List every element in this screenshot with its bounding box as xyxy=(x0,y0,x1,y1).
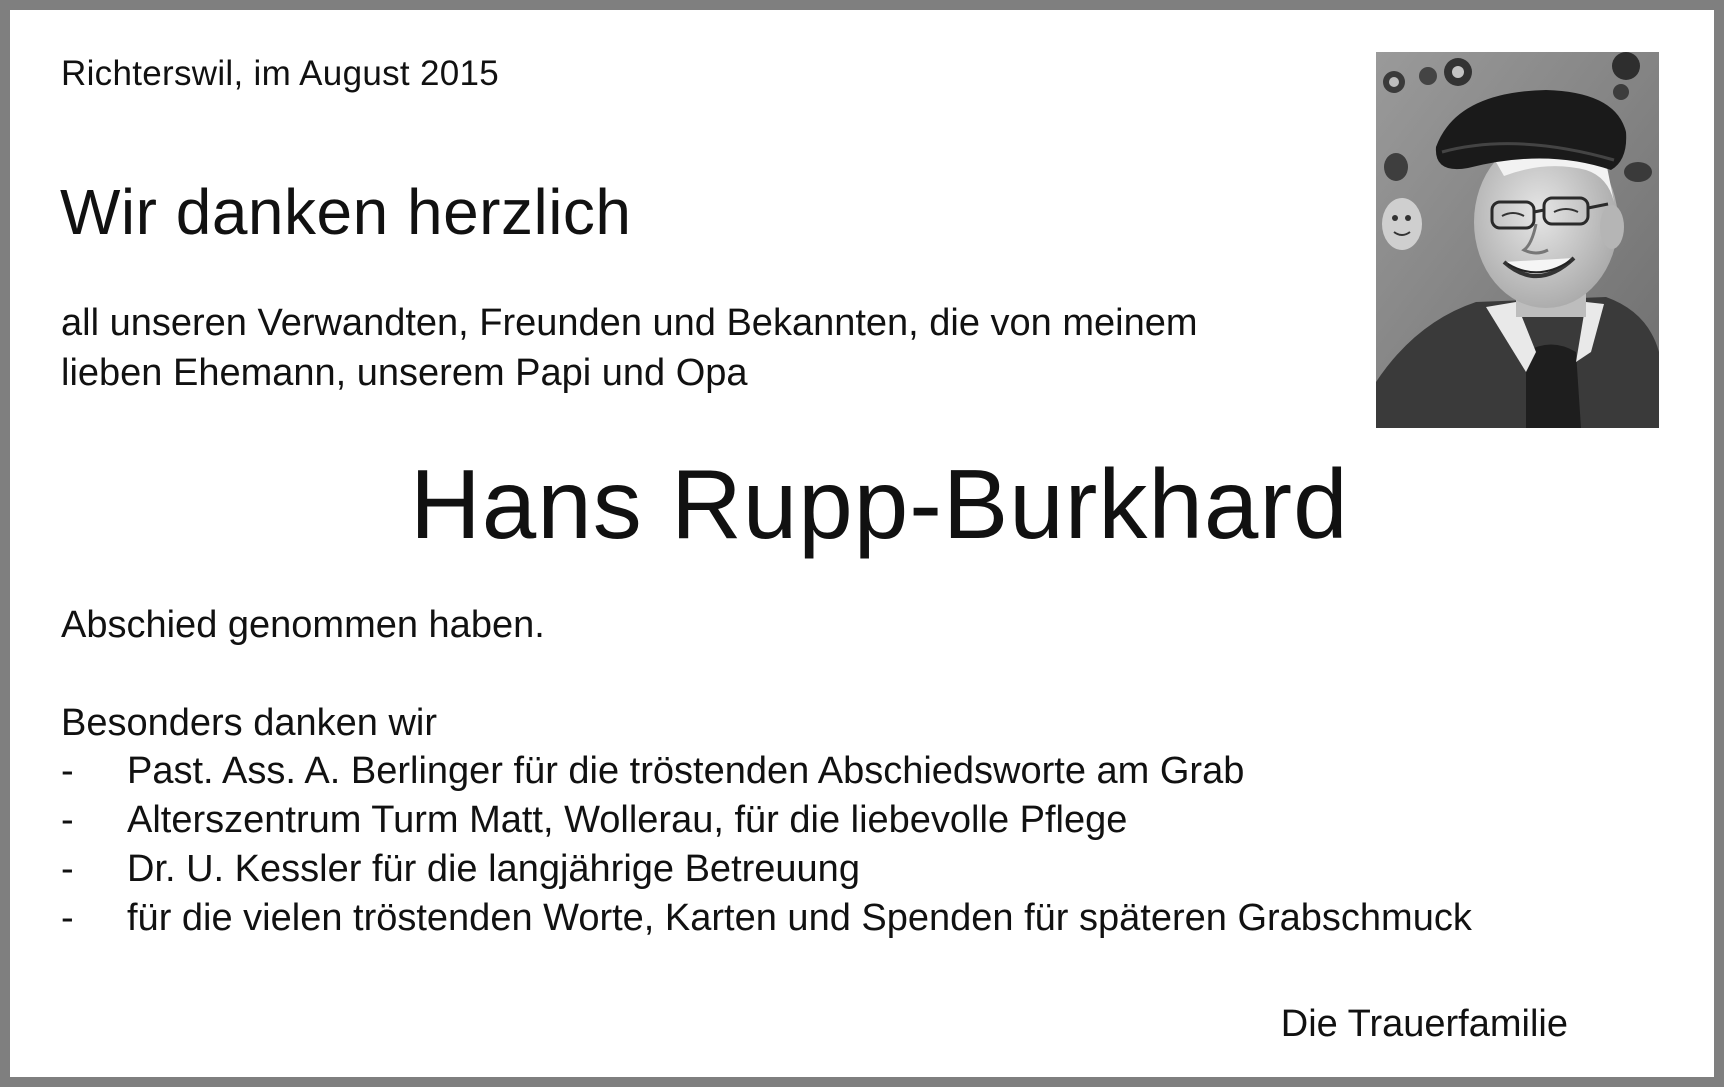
intro-line-1: all unseren Verwandten, Freunden und Bekannten, die von meinem xyxy=(61,302,1198,344)
farewell-line: Abschied genommen haben. xyxy=(61,604,545,646)
list-bullet: - xyxy=(61,897,74,939)
place-and-date: Richterswil, im August 2015 xyxy=(61,54,500,93)
thanks-item-text: Past. Ass. A. Berlinger für die tröstenden Abschiedsworte am Grab xyxy=(127,750,1245,792)
list-bullet: - xyxy=(61,848,74,890)
intro-line-2: lieben Ehemann, unserem Papi und Opa xyxy=(61,352,748,394)
deceased-name: Hans Rupp-Burkhard xyxy=(410,449,1349,559)
signature: Die Trauerfamilie xyxy=(1280,1003,1568,1045)
thanks-item-text: Alterszentrum Turm Matt, Wollerau, für die liebevolle Pflege xyxy=(127,799,1128,841)
special-thanks-heading: Besonders danken wir xyxy=(61,702,437,744)
list-bullet: - xyxy=(61,799,74,841)
list-bullet: - xyxy=(61,750,74,792)
thanks-item-text: Dr. U. Kessler für die langjährige Betreuung xyxy=(127,848,860,890)
portrait-photo xyxy=(1376,52,1659,428)
thanks-item-text: für die vielen tröstenden Worte, Karten und Spenden für späteren Grabschmuck xyxy=(127,897,1472,939)
thank-you-heading: Wir danken herzlich xyxy=(60,176,632,248)
